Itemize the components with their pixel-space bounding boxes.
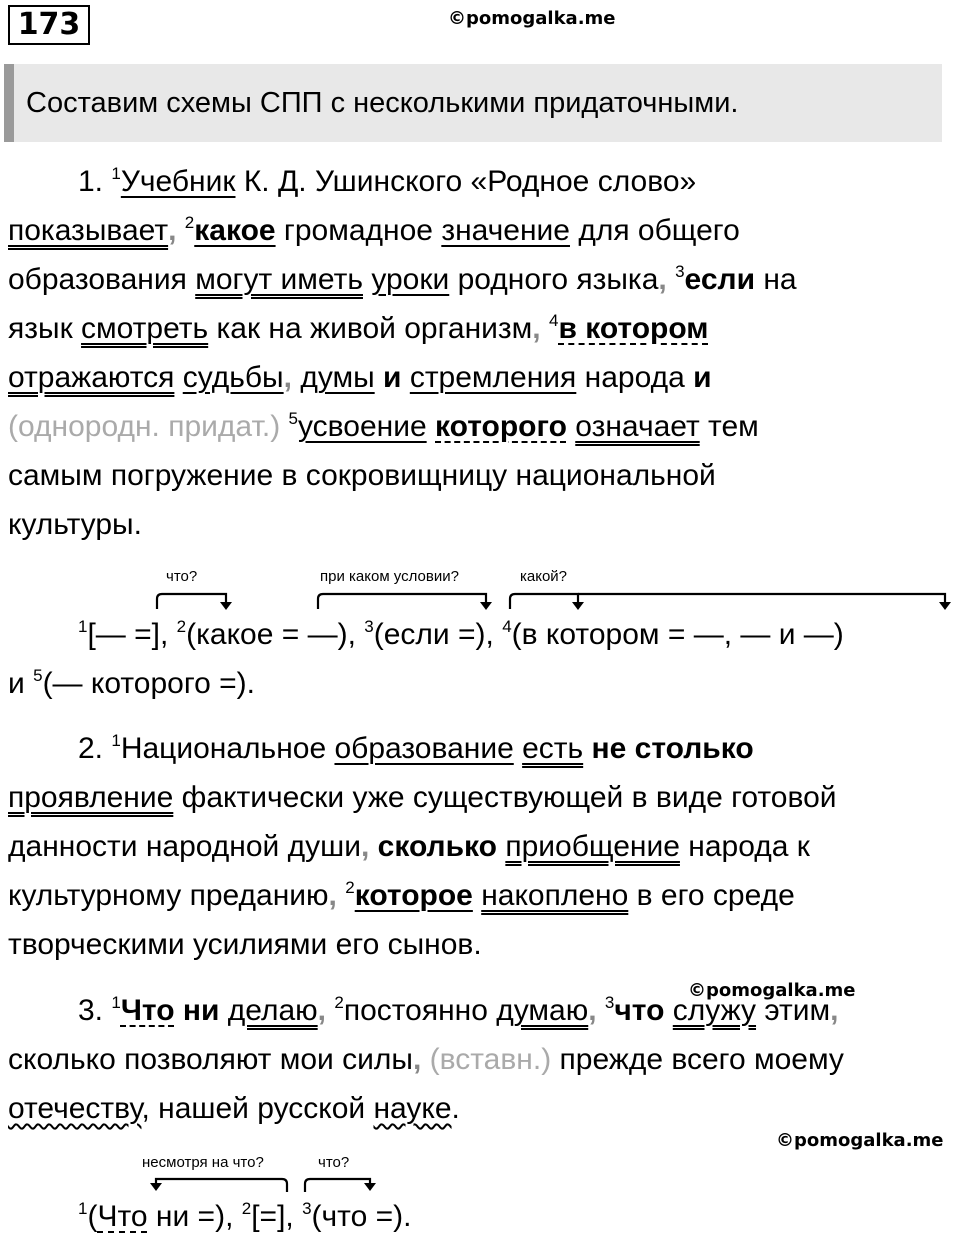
text-s1-t3: для общего [569, 214, 740, 247]
watermark-bottom: ©pomogalka.me [776, 1130, 944, 1151]
text-s1-w-i: и [693, 361, 712, 394]
text-s3-w-sluzhu: служу [672, 994, 757, 1027]
text-s2-w-nakopleno: накоплено [481, 879, 629, 912]
text-s3-w-dumayu: думаю [496, 994, 589, 1027]
text-scheme1-p3: (если =), [373, 618, 503, 651]
text-s3-comma: , [830, 994, 839, 1027]
text-s3-n: 3. [78, 994, 112, 1027]
text-s1-t9: народа [576, 361, 694, 394]
text-s2-comma: , [360, 830, 370, 863]
text-s1-sup5: 5 [288, 409, 298, 428]
text-s1-t7: язык [8, 312, 82, 345]
text-s2-w-nestolko: не столько [591, 732, 754, 765]
text-scheme2-sup3: 3 [302, 1199, 312, 1218]
text-s2-w-proyavlenie: проявление [8, 781, 174, 814]
text-s1-comma: , [658, 263, 667, 296]
text-s2-t4: народа к [679, 830, 810, 863]
text-s1-sup4: 4 [548, 311, 559, 330]
task-statement: Составим схемы СПП с несколькими придаточными. [4, 64, 942, 142]
conjunctive-word: какое [194, 214, 276, 247]
task-number: 173 [8, 5, 90, 45]
text-s2-t1: Национальное [120, 732, 335, 765]
text-s1-w-znachenie: значение [441, 214, 570, 247]
text-s1-w-sudby: судьбы [182, 361, 284, 394]
text-s1-t5: родного языка [449, 263, 659, 296]
text-s1-n: 1. [78, 165, 112, 198]
text-scheme1-p4: (в котором = —, — и —) [511, 618, 844, 651]
subject: Учебник [120, 165, 236, 198]
text-scheme1-sup4: 4 [502, 617, 512, 636]
text-s1-w-i: и [383, 361, 402, 394]
text-s1-t12: культуры. [8, 508, 142, 541]
text-s1-sup2: 2 [184, 213, 195, 232]
text-s3-comma: , [412, 1043, 422, 1076]
text-s2-w-obrazovanie: образование [334, 732, 514, 765]
text-s1-t4: образования [8, 263, 196, 296]
question-label: при каком условии? [320, 568, 459, 585]
text-s1-t1: К. Д. Ушинского «Родное слово» [235, 165, 697, 198]
text-s3-w-chto2: что [614, 994, 665, 1027]
text-s3-t4: прежде всего моему [551, 1043, 844, 1076]
question-label: несмотря на что? [142, 1154, 264, 1171]
text-s3-sup2: 2 [334, 993, 344, 1012]
text-s3-w-delayu: делаю [227, 994, 318, 1027]
text-s1-w-otrazhayutsya: отражаются [8, 361, 175, 394]
scheme-2 [0, 1148, 960, 1239]
text-s2-t5: культурному преданию [8, 879, 329, 912]
text-s3-w-chto: Что [120, 994, 175, 1027]
text-s2-t6: в его среде [628, 879, 795, 912]
text-s1-comma: , [283, 361, 292, 394]
text-s2-w-priobshenie: приобщение [505, 830, 680, 863]
text-s1-w-smotret: смотреть [81, 312, 209, 345]
text-s3-sup3: 3 [604, 993, 615, 1012]
conjunction: если [684, 263, 756, 296]
text-s1-w-uroki: уроки [371, 263, 450, 296]
text-s3-note: (вставн.) [429, 1043, 552, 1076]
text-s1-comma: , [168, 214, 177, 247]
text-scheme1-sup1: 1 [78, 617, 88, 636]
text-s2-w-skolko: сколько [377, 830, 497, 863]
text-s2-sup1: 1 [111, 731, 121, 750]
text-scheme1-p5b: (— которого =). [42, 667, 255, 700]
watermark-top: ©pomogalka.me [448, 8, 616, 29]
question-label: что? [318, 1154, 350, 1171]
text-s2-t2: фактически уже существующей в виде готовой [173, 781, 837, 814]
text-scheme1-p1: [— =], [87, 618, 177, 651]
text-s1-t10: тем [699, 410, 759, 443]
text-s3-comma: , [588, 994, 597, 1027]
text-scheme2-sup1: 1 [78, 1199, 88, 1218]
text-s3-t1: постоянно [343, 994, 497, 1027]
text-s2-w-kotoroe: которое [354, 879, 473, 912]
text-s3-comma: , [317, 994, 327, 1027]
text-s1-w-usvoenie: усвоение [298, 410, 427, 443]
text-s1-w-dumy: думы [300, 361, 375, 394]
conjunctive-word: в котором [558, 312, 709, 345]
text-scheme1-sup5: 5 [33, 666, 43, 685]
text-scheme2-p1a: ( [87, 1200, 98, 1233]
text-s3-t5: , нашей русской [141, 1092, 374, 1125]
text-s3-sup1: 1 [111, 993, 121, 1012]
text-scheme2-p2: [=], [251, 1200, 303, 1233]
text-s2-n: 2. [78, 732, 112, 765]
text-s1-t8: как на живой организм [208, 312, 533, 345]
text-s2-w-est: есть [522, 732, 584, 765]
text-s1-t11: самым погружение в сокровищницу национальной [8, 459, 716, 492]
text-s2-t3: данности народной души [8, 830, 361, 863]
text-scheme2-p1b: Что [97, 1200, 148, 1233]
note: (однородн. придат.) [8, 410, 281, 443]
text-s1-w-oznachaet: означает [575, 410, 700, 443]
text-s2-comma: , [328, 879, 337, 912]
question-label: что? [166, 568, 198, 585]
text-scheme2-sup2: 2 [241, 1199, 252, 1218]
predicate: показывает [8, 214, 169, 247]
text-s3-t6: . [451, 1092, 460, 1125]
text-scheme2-p3: (что =). [311, 1200, 412, 1233]
text-s1-t2: громадное [275, 214, 442, 247]
question-label: какой? [520, 568, 568, 585]
text-s1-w-kotorogo: которого [435, 410, 567, 443]
text-scheme2-p1c: ни =), [147, 1200, 242, 1233]
text-s2-sup2: 2 [345, 878, 355, 897]
text-s1-w-mogut: могут иметь [195, 263, 363, 296]
text-scheme1-p5a: и [8, 667, 34, 700]
text-s1-w-stremleniya: стремления [409, 361, 577, 394]
text-s1-t6: на [755, 263, 797, 296]
text-scheme1-sup2: 2 [176, 617, 187, 636]
text-s3-t3: сколько позволяют мои силы [8, 1043, 413, 1076]
text-s3-w-ni: ни [182, 994, 220, 1027]
text-s3-t2: этим [756, 994, 831, 1027]
text-scheme1-sup3: 3 [364, 617, 374, 636]
text-s1-comma: , [532, 312, 541, 345]
text-s2-t7: творческими усилиями его сынов. [8, 928, 482, 961]
text-s3-w-nauke: науке [373, 1092, 452, 1125]
text-s1-sup3: 3 [675, 262, 685, 281]
watermark-mid: ©pomogalka.me [688, 980, 856, 1001]
text-scheme1-p2: (какое = —), [186, 618, 365, 651]
text-s3-w-otechestvu: отечеству [8, 1092, 142, 1125]
text-s1-sup1: 1 [111, 164, 121, 183]
scheme-1 [0, 560, 960, 710]
